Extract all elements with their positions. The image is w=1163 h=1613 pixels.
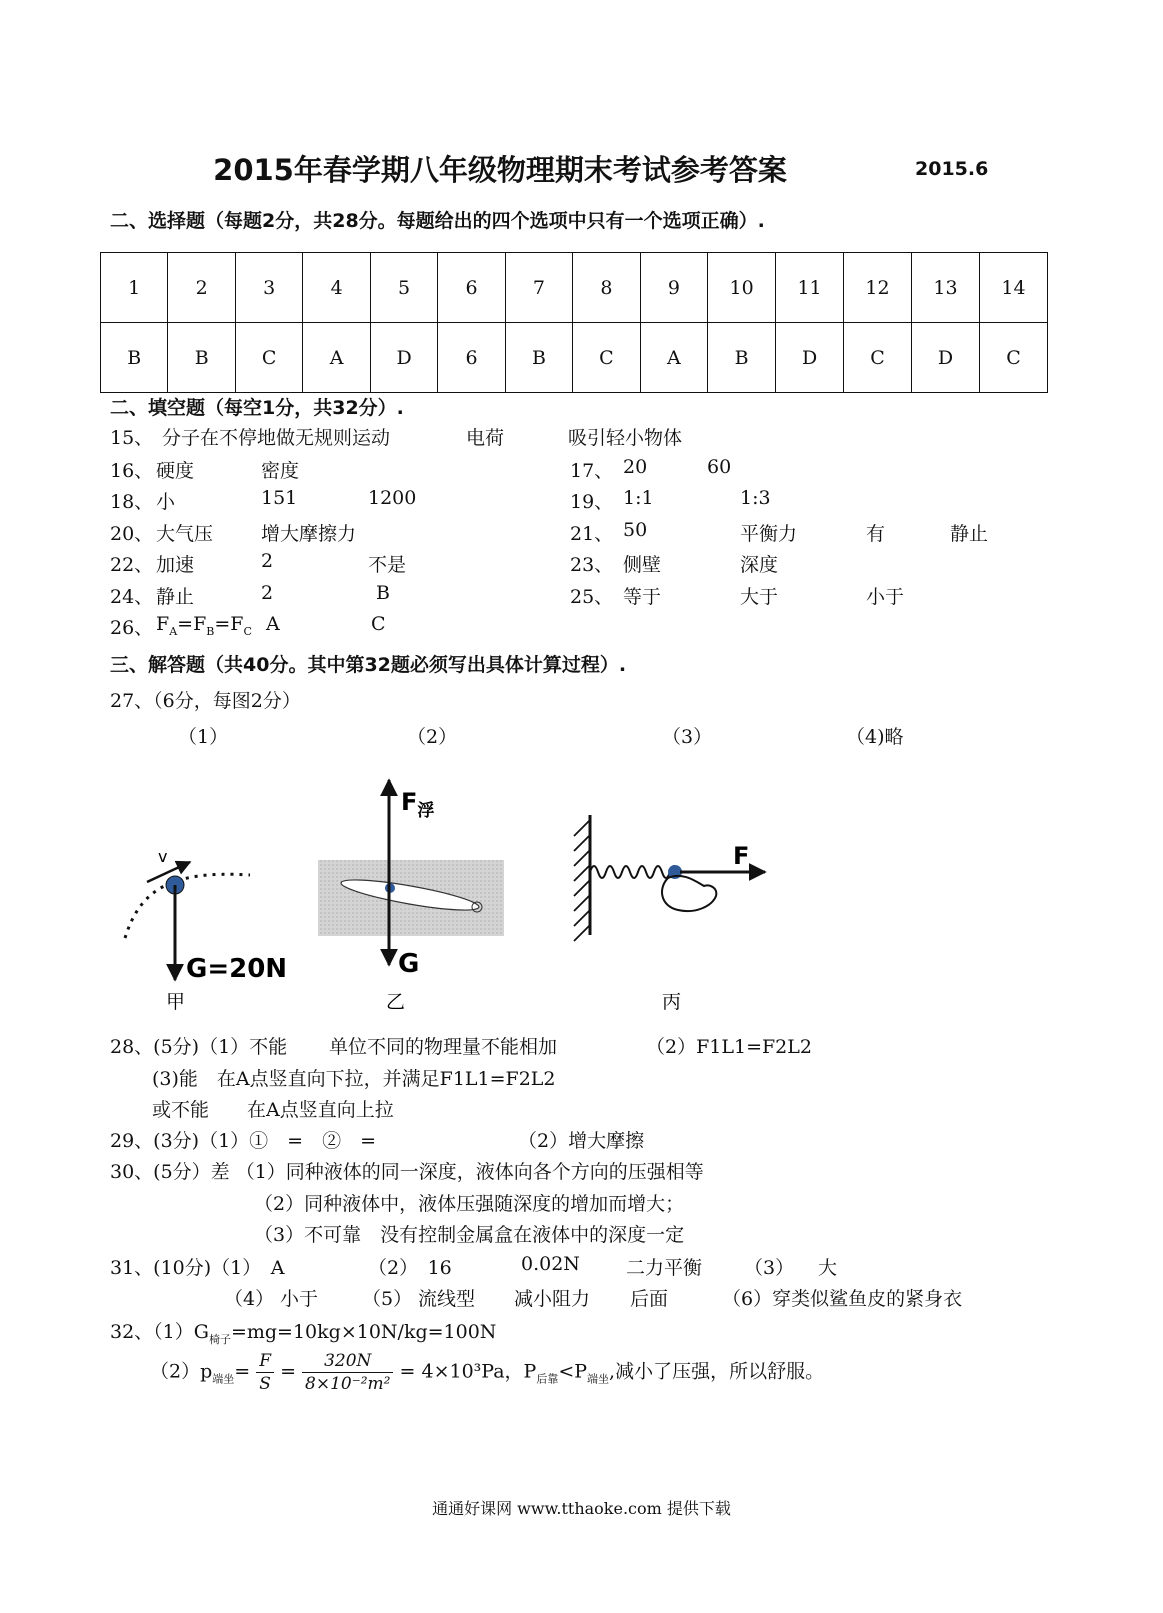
q31-line2-e: 减小阻力 — [514, 1288, 591, 1310]
q31-line2-g: （6）穿类似鲨鱼皮的紧身衣 — [722, 1288, 963, 1310]
answer-section-heading: 三、解答题（共40分。其中第32题必须写出具体计算过程）. — [110, 654, 627, 676]
q30-line1: 30、(5分）差 （1）同种液体的同一深度，液体向各个方向的压强相等 — [110, 1161, 704, 1183]
answer-cell: B — [168, 323, 235, 393]
answer-cell: D — [370, 323, 438, 393]
question-number-cell: 1 — [101, 253, 168, 323]
answer-cell: A — [303, 323, 370, 393]
q17-answer-2: 60 — [707, 456, 732, 478]
answer-cell: B — [101, 323, 168, 393]
q21-answer-3: 有 — [866, 523, 886, 545]
q31-line1-b: （2） 16 — [368, 1257, 452, 1279]
answer-cell: C — [235, 323, 302, 393]
q21-answer-4: 静止 — [950, 523, 989, 545]
gravity-label-jia: G=20N — [186, 954, 288, 984]
gravity-label-yi: G — [398, 949, 420, 979]
q18-answer-2: 151 — [261, 487, 298, 509]
answer-cell: 6 — [438, 323, 505, 393]
question-number-cell: 3 — [235, 253, 302, 323]
q25-answer-3: 小于 — [866, 586, 905, 608]
exam-date: 2015.6 — [915, 158, 989, 180]
question-number-cell: 9 — [640, 253, 707, 323]
q22-number: 22、 — [110, 554, 154, 576]
footer-source: 通通好课网 www.tthaoke.com 提供下载 — [432, 1499, 731, 1518]
q16-answer-1: 硬度 — [156, 460, 195, 482]
answer-cell: B — [505, 323, 572, 393]
q25-number: 25、 — [570, 586, 614, 608]
answer-row — [101, 323, 1048, 393]
q20-number: 20、 — [110, 523, 154, 545]
q27-line: 27、（6分，每图2分） — [110, 690, 301, 712]
choice-heading: 二、选择题（每题2分，共28分。每题给出的四个选项中只有一个选项正确）. — [110, 210, 765, 232]
q19-answer-1: 1:1 — [623, 487, 654, 509]
question-number-cell: 14 — [979, 253, 1047, 323]
q29-line-b: （2）增大摩擦 — [518, 1130, 645, 1152]
velocity-label: v — [158, 847, 168, 866]
answer-cell: B — [708, 323, 776, 393]
q15-answer-3: 吸引轻小物体 — [568, 427, 683, 449]
question-number-cell: 12 — [844, 253, 912, 323]
q18-answer-1: 小 — [156, 491, 176, 513]
caption-yi: 乙 — [386, 991, 406, 1013]
q28-line1-a: 28、(5分)（1）不能 — [110, 1036, 288, 1058]
answer-cell: C — [573, 323, 640, 393]
q27-part-3: （3） — [662, 726, 713, 748]
q15-answer-1: 分子在不停地做无规则运动 — [162, 427, 391, 449]
q31-line1-e: （3） — [744, 1257, 795, 1279]
answer-cell: C — [979, 323, 1047, 393]
q26-answer-2: A — [266, 613, 280, 635]
q20-answer-1: 大气压 — [156, 523, 214, 545]
q23-answer-1: 侧壁 — [623, 554, 662, 576]
q25-answer-1: 等于 — [623, 586, 662, 608]
question-number-row — [101, 253, 1048, 323]
fill-heading: 二、填空题（每空1分，共32分）. — [110, 397, 404, 419]
q29-line-a: 29、(3分)（1）① = ② = — [110, 1130, 377, 1152]
q22-answer-1: 加速 — [156, 554, 195, 576]
q18-number: 18、 — [110, 491, 154, 513]
pull-force-label: F — [733, 842, 750, 870]
q16-answer-2: 密度 — [261, 460, 300, 482]
q31-line2-b: 小于 — [280, 1288, 319, 1310]
fraction-numeric: $\frac{320N}{\text{8×10⁻²m²}}$ — [302, 1350, 393, 1395]
q27-part-2: （2） — [407, 726, 458, 748]
trajectory-curve — [125, 874, 250, 938]
answer-cell: C — [844, 323, 912, 393]
question-number-cell: 7 — [505, 253, 572, 323]
q31-line2-d: 流线型 — [418, 1288, 476, 1310]
q21-answer-2: 平衡力 — [740, 523, 798, 545]
q17-answer-1: 20 — [623, 456, 648, 478]
figure-jia — [125, 847, 287, 1013]
answer-cell: A — [640, 323, 707, 393]
q19-number: 19、 — [570, 491, 614, 513]
q27-part-1: （1） — [178, 726, 229, 748]
q28-line1-c: （2）F1L1=F2L2 — [646, 1036, 812, 1058]
q31-line1-a: 31、(10分)（1） A — [110, 1257, 285, 1279]
q15-answer-2: 电荷 — [466, 427, 505, 449]
q31-line1-d: 二力平衡 — [626, 1257, 703, 1279]
q26-answer-3: C — [371, 613, 386, 635]
q26-number: 26、 — [110, 617, 154, 639]
q31-line2-f: 后面 — [630, 1288, 669, 1310]
q17-number: 17、 — [570, 460, 614, 482]
q30-line3: （3）不可靠 没有控制金属盒在液体中的深度一定 — [254, 1224, 685, 1246]
q22-answer-2: 2 — [261, 550, 274, 572]
q26-answer-1: $F_A=F_B=F_C$ — [156, 613, 252, 638]
q30-line2: （2）同种液体中，液体压强随深度的增加而增大； — [254, 1193, 685, 1215]
buoyancy-label: $F_浮$ — [401, 788, 435, 821]
q27-part-4: （4)略 — [846, 726, 904, 748]
q32-line2: $(2)p_{端坐}=$ $\frac{F}{S}$ = $\frac{320N}{\text{8×10⁻²m²}}$ = 4×10³Pa，$P_{后靠}<P_{端坐}$,减小了压强，所以舒服。 — [150, 1351, 825, 1394]
q31-line1-c: 0.02N — [521, 1253, 580, 1275]
question-number-cell: 10 — [708, 253, 776, 323]
question-number-cell: 8 — [573, 253, 640, 323]
q24-answer-1: 静止 — [156, 586, 195, 608]
q27-figures — [0, 760, 1163, 1020]
q20-answer-2: 增大摩擦力 — [261, 523, 357, 545]
q21-answer-1: 50 — [623, 519, 648, 541]
spring-coil — [590, 866, 678, 878]
q24-answer-2: 2 — [261, 582, 274, 604]
question-number-cell: 13 — [911, 253, 979, 323]
wall-hatching — [574, 820, 590, 941]
page-title: 2015年春学期八年级物理期末考试参考答案 — [213, 153, 787, 187]
q24-number: 24、 — [110, 586, 154, 608]
question-number-cell: 2 — [168, 253, 235, 323]
caption-bing: 丙 — [662, 991, 682, 1013]
caption-jia: 甲 — [166, 991, 186, 1013]
q31-line2-c: （5） — [362, 1288, 413, 1310]
q22-answer-3: 不是 — [368, 554, 407, 576]
q31-line2-a: （4） — [224, 1288, 275, 1310]
q15-number: 15、 — [110, 427, 154, 449]
figure-bing — [574, 815, 765, 1013]
q23-number: 23、 — [570, 554, 614, 576]
q31-line1-f: 大 — [818, 1257, 838, 1279]
question-number-cell: 5 — [370, 253, 438, 323]
q32-line1: 32、$(1)G_{椅子}=mg=10kg\times 10N/kg=100N$ — [110, 1321, 497, 1346]
q28-line1-b: 单位不同的物理量不能相加 — [329, 1036, 558, 1058]
question-number-cell: 11 — [776, 253, 844, 323]
figure-yi — [318, 780, 504, 1013]
q16-number: 16、 — [110, 460, 154, 482]
fraction-f-over-s: $\frac{F}{S}$ — [256, 1350, 274, 1395]
answer-cell: D — [776, 323, 844, 393]
q21-number: 21、 — [570, 523, 614, 545]
q28-line3: 或不能 在A点竖直向上拉 — [152, 1099, 394, 1121]
q28-line2: (3)能 在A点竖直向下拉，并满足F1L1=F2L2 — [152, 1068, 556, 1090]
answer-cell: D — [911, 323, 979, 393]
q24-answer-3: B — [376, 582, 390, 604]
q23-answer-2: 深度 — [740, 554, 779, 576]
hand-icon — [662, 876, 716, 911]
question-number-cell: 4 — [303, 253, 370, 323]
choice-answer-table — [100, 252, 1048, 393]
question-number-cell: 6 — [438, 253, 505, 323]
q19-answer-2: 1:3 — [740, 487, 771, 509]
q25-answer-2: 大于 — [740, 586, 779, 608]
q18-answer-3: 1200 — [368, 487, 417, 509]
